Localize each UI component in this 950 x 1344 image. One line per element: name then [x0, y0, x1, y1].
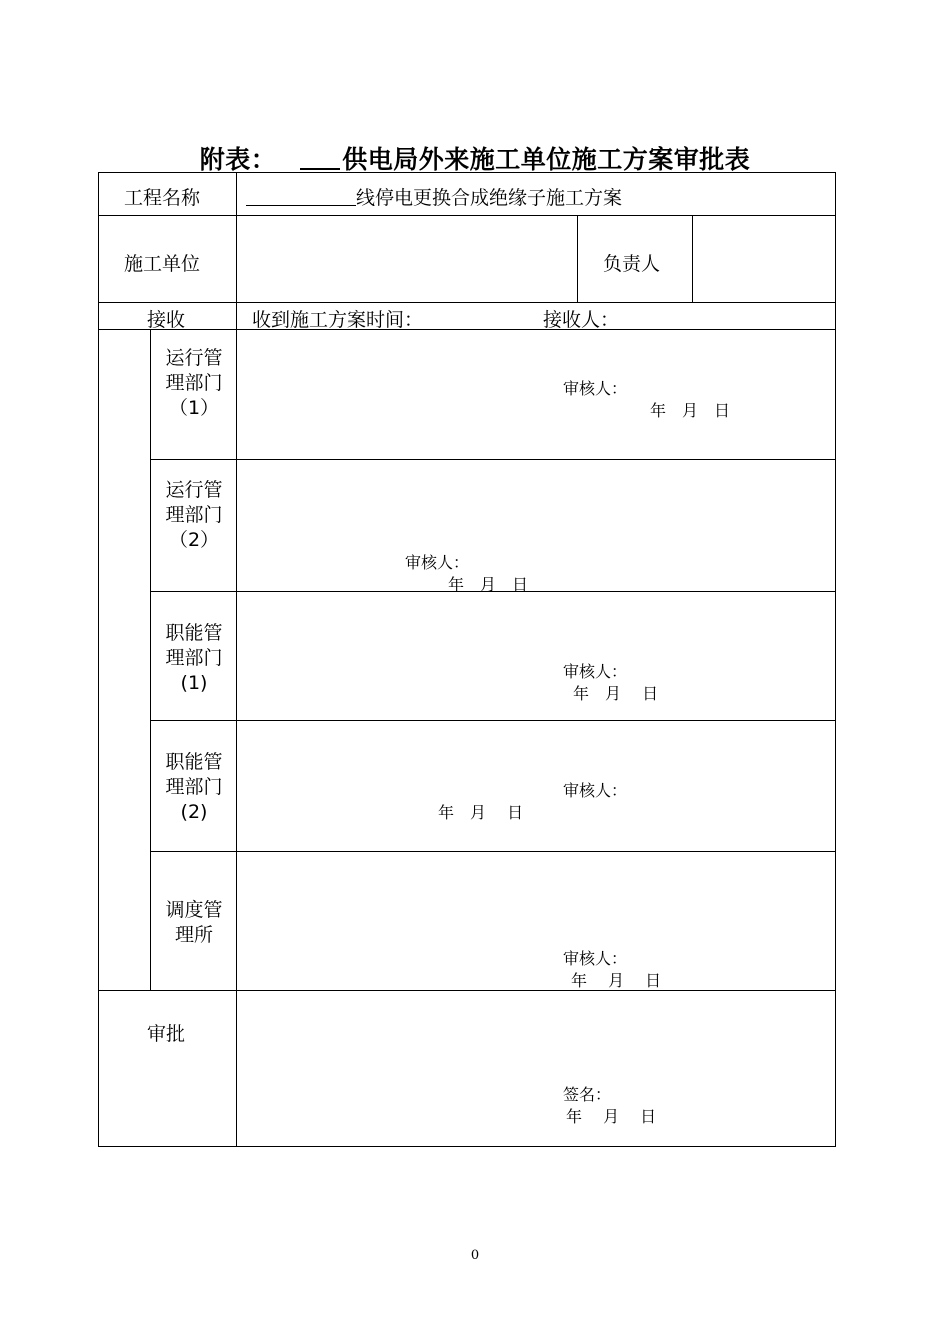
section-name: 职能管 理部门 (1)	[165, 622, 223, 694]
page-number: 0	[470, 1248, 480, 1263]
row-divider	[150, 459, 835, 460]
row-divider	[150, 720, 835, 721]
section-name: 调度管 理所	[165, 899, 223, 946]
signature-label: 签名：	[563, 1085, 612, 1104]
row-divider	[150, 851, 835, 852]
review-date: 年 月 日	[571, 971, 662, 990]
responsible-person-label: 负责人	[603, 253, 661, 275]
column-divider	[692, 215, 693, 302]
title-prefix: 附表：	[199, 145, 277, 174]
row-divider	[98, 302, 835, 303]
construction-unit-label: 施工单位	[124, 253, 201, 275]
section-name: 职能管 理部门 (2)	[165, 751, 223, 823]
table-right-border	[835, 172, 836, 1147]
reviewer-label: 审核人：	[563, 781, 628, 800]
review-date: 年 月 日	[448, 575, 529, 594]
review-date: 年 月 日	[573, 684, 659, 703]
table-top-border	[98, 172, 835, 173]
title-main: 供电局外来施工单位施工方案审批表	[342, 145, 751, 174]
row-divider	[98, 215, 835, 216]
project-name-suffix: 线停电更换合成绝缘子施工方案	[356, 187, 623, 209]
receive-label: 接收	[147, 309, 186, 331]
reviewer-label: 审核人：	[563, 379, 628, 398]
review-date: 年 月 日	[438, 803, 524, 822]
approval-label: 审批	[147, 1023, 186, 1045]
project-name-blank-line	[246, 187, 356, 206]
table-bottom-border	[98, 1146, 835, 1147]
project-name-value	[246, 183, 622, 210]
section-name: 运行管 理部门 （2）	[165, 479, 223, 551]
table-left-border	[98, 172, 99, 1147]
title-blank-line	[300, 146, 340, 170]
column-divider	[577, 215, 578, 302]
page-title	[0, 140, 950, 176]
reviewer-label: 审核人：	[563, 949, 628, 968]
section-name: 运行管 理部门 （1）	[165, 347, 223, 419]
review-date: 年 月 日	[650, 401, 731, 420]
reviewer-label: 审核人：	[563, 662, 628, 681]
approval-date: 年 月 日	[566, 1107, 657, 1126]
receiver-label: 接收人：	[543, 309, 620, 331]
receive-time-label: 收到施工方案时间：	[252, 309, 424, 331]
row-divider	[98, 329, 835, 330]
row-divider	[98, 990, 835, 991]
reviewer-label: 审核人：	[405, 553, 470, 572]
project-name-label: 工程名称	[124, 187, 201, 209]
